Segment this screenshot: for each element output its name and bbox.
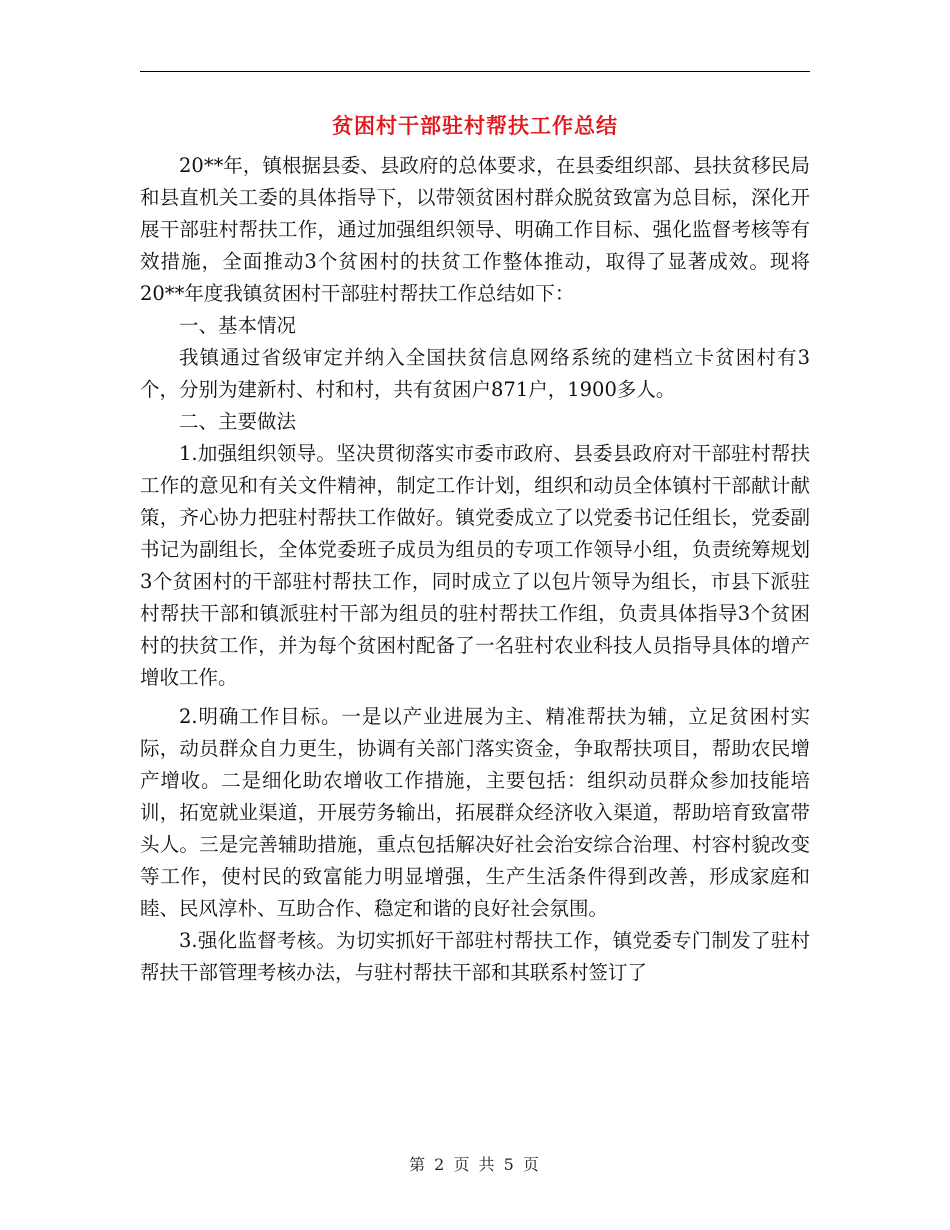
page-number: 第 2 页 共 5 页 bbox=[409, 1155, 541, 1174]
paragraph-supervision: 3.强化监督考核。为切实抓好干部驻村帮扶工作，镇党委专门制发了驻村帮扶干部管理考核办法，与驻村帮扶干部和其联系村签订了 bbox=[140, 929, 810, 984]
paragraph-organization: 1.加强组织领导。坚决贯彻落实市委市政府、县委县政府对干部驻村帮扶工作的意见和有关文件精神，制定工作计划，组织和动员全体镇村干部献计献策，齐心协力把驻村帮扶工作做好。镇党委成立了以党委书记任组长，党委副书记为副组长，全体党委班子成员为组员的专项工作领导小组，负责统筹规划3个贫困村的干部驻村帮扶工作，同时成立了以包片领导为组长，市县下派驻村帮扶干部和镇派驻村干部为组员的驻村帮扶工作组，负责具体指导3个贫困村的扶贫工作，并为每个贫困村配备了一名驻村农业科技人员指导具体的增产增收工作。 bbox=[140, 442, 810, 689]
document-body bbox=[140, 150, 810, 989]
section-heading-basic: 一、基本情况 bbox=[179, 314, 297, 337]
section-heading-measures: 二、主要做法 bbox=[179, 410, 297, 433]
header-rule bbox=[140, 71, 810, 72]
paragraph-intro: 20**年，镇根据县委、县政府的总体要求，在县委组织部、县扶贫移民局和县直机关工委的具体指导下，以带领贫困村群众脱贫致富为总目标，深化开展干部驻村帮扶工作，通过加强组织领导、明确工作目标、强化监督考核等有效措施，全面推动3个贫困村的扶贫工作整体推动，取得了显著成效。现将20**年度我镇贫困村干部驻村帮扶工作总结如下： bbox=[140, 154, 810, 305]
document-title: 贫困村干部驻村帮扶工作总结 bbox=[332, 113, 618, 138]
paragraph-basic-situation: 我镇通过省级审定并纳入全国扶贫信息网络系统的建档立卡贫困村有3个，分别为建新村、村和村，共有贫困户871户，1900多人。 bbox=[140, 346, 810, 401]
paragraph-goals: 2.明确工作目标。一是以产业进展为主、精准帮扶为辅，立足贫困村实际，动员群众自力更生，协调有关部门落实资金，争取帮扶项目，帮助农民增产增收。二是细化助农增收工作措施，主要包括：组织动员群众参加技能培训，拓宽就业渠道，开展劳务输出，拓展群众经济收入渠道，帮助培育致富带头人。三是完善辅助措施，重点包括解决好社会治安综合治理、村容村貌改变等工作，使村民的致富能力明显增强，生产生活条件得到改善，形成家庭和睦、民风淳朴、互助合作、稳定和谐的良好社会氛围。 bbox=[140, 705, 810, 920]
